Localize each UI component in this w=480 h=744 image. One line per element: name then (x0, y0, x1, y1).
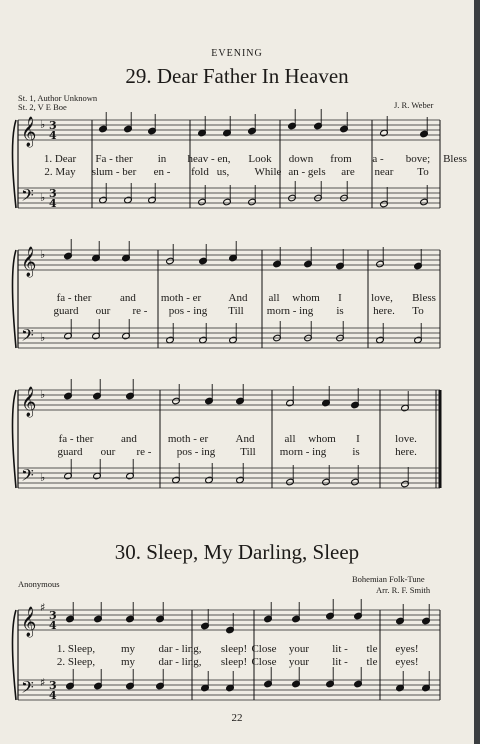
lyric-syllable: is (352, 446, 360, 458)
treble-clef: 𝄞 (21, 117, 37, 147)
lyric-syllable: 1. Dear (43, 153, 77, 165)
lyric-syllable: here. (395, 446, 417, 458)
lyric-syllable: our (95, 305, 111, 317)
lyric-syllable: an - gels (288, 166, 326, 178)
lyric-syllable: Bless (412, 292, 436, 304)
hymn-30-title: 30. Sleep, My Darling, Sleep (114, 540, 360, 564)
lyric-syllable: is (336, 305, 344, 317)
lyric-syllable: I (356, 433, 360, 445)
key-signature-sharp: ♯ (40, 601, 46, 614)
key-signature-flat: ♭ (40, 471, 46, 484)
system-brace (13, 120, 17, 208)
hymn-29-title: 29. Dear Father In Heaven (125, 64, 349, 88)
lyric-syllable: and (121, 433, 137, 445)
lyric-syllable: Look (248, 153, 272, 165)
lyric-syllable: lit - (332, 656, 348, 668)
hymn-29-system-1-music (0, 110, 474, 220)
lyric-syllable: love. (395, 433, 417, 445)
lyric-syllable: my (120, 656, 136, 668)
bass-clef: 𝄢 (21, 325, 34, 349)
lyric-syllable: 2. May (44, 166, 76, 178)
time-signature: 3 (49, 119, 57, 132)
lyric-syllable: And (228, 292, 248, 304)
time-signature: 4 (49, 129, 57, 142)
lyric-syllable: moth - er (160, 292, 202, 304)
lyric-syllable: all (284, 433, 296, 445)
lyric-syllable: dar - ling, (158, 643, 202, 655)
key-signature-flat: ♭ (40, 248, 46, 261)
page-number: 22 (231, 712, 243, 724)
lyric-syllable: I (338, 292, 342, 304)
lyric-syllable: Till (228, 305, 244, 317)
hymn-29-composer-credit: J. R. Weber (394, 100, 434, 110)
lyric-syllable: sleep! (220, 643, 248, 655)
time-signature: 4 (49, 689, 57, 702)
lyric-syllable: in (157, 153, 167, 165)
lyric-syllable: heav - en, (187, 153, 231, 165)
lyric-syllable: your (288, 656, 310, 668)
lyric-syllable: fa - ther (58, 433, 94, 445)
lyric-syllable: sleep! (220, 656, 248, 668)
lyric-syllable: To (417, 166, 429, 178)
lyric-syllable: all (268, 292, 280, 304)
lyric-syllable: bove; (405, 153, 431, 165)
lyric-syllable: morn - ing (279, 446, 327, 458)
lyric-syllable: re - (136, 446, 152, 458)
lyric-syllable: us, (216, 166, 230, 178)
lyric-syllable: re - (132, 305, 148, 317)
lyric-syllable: my (120, 643, 136, 655)
lyric-syllable: And (235, 433, 255, 445)
lyric-syllable: and (120, 292, 136, 304)
lyric-syllable: whom (292, 292, 320, 304)
lyric-syllable: en - (153, 166, 171, 178)
lyric-syllable: your (288, 643, 310, 655)
lyric-syllable: from (330, 153, 352, 165)
time-signature: 3 (49, 679, 57, 692)
treble-clef: 𝄞 (21, 607, 37, 637)
treble-clef: 𝄞 (21, 247, 37, 277)
lyric-syllable: guard (53, 305, 79, 317)
lyric-syllable: our (100, 446, 116, 458)
time-signature: 3 (49, 609, 57, 622)
lyric-syllable: whom (308, 433, 336, 445)
lyric-syllable: slum - ber (91, 166, 137, 178)
time-signature: 3 (49, 187, 57, 200)
system-brace (13, 610, 17, 700)
lyric-syllable: eyes! (395, 656, 419, 668)
lyric-syllable: To (412, 305, 424, 317)
lyric-syllable: here. (373, 305, 395, 317)
lyric-syllable: a - (372, 153, 384, 165)
lyric-syllable: Close (251, 643, 277, 655)
lyric-syllable: tle (366, 643, 378, 655)
bass-clef: 𝄢 (21, 465, 34, 489)
hymn-29-author-credit-1: St. 1, Author Unknown (18, 93, 98, 103)
time-signature: 4 (49, 197, 57, 210)
lyric-syllable: Bless (443, 153, 467, 165)
section-heading: EVENING (211, 48, 263, 59)
hymn-29-author-credit-2: St. 2, V E Boe (18, 102, 67, 112)
system-brace (13, 390, 17, 488)
lyric-syllable: fold (191, 166, 209, 178)
bass-clef: 𝄢 (21, 677, 34, 701)
hymn-30-arranger-credit: Arr. R. F. Smith (376, 585, 431, 595)
lyric-syllable: Till (240, 446, 256, 458)
key-signature-flat: ♭ (40, 118, 46, 131)
lyric-syllable: Close (251, 656, 277, 668)
lyric-syllable: morn - ing (266, 305, 314, 317)
system-brace (13, 250, 17, 348)
hymn-30-author-credit: Anonymous (18, 579, 60, 589)
treble-clef: 𝄞 (21, 387, 37, 417)
key-signature-sharp: ♯ (40, 676, 46, 689)
lyric-syllable: love, (371, 292, 393, 304)
lyric-syllable: dar - ling, (158, 656, 202, 668)
lyric-syllable: lit - (332, 643, 348, 655)
lyric-syllable: pos - ing (168, 305, 208, 317)
lyric-syllable: fa - ther (56, 292, 92, 304)
lyric-syllable: 1. Sleep, (56, 643, 96, 655)
lyric-syllable: tle (366, 656, 378, 668)
time-signature: 4 (49, 619, 57, 632)
lyric-syllable: eyes! (395, 643, 419, 655)
lyric-syllable: down (288, 153, 314, 165)
key-signature-flat: ♭ (40, 191, 46, 204)
hymn-30-composer-credit: Bohemian Folk-Tune (352, 574, 425, 584)
lyric-syllable: pos - ing (176, 446, 216, 458)
lyric-syllable: moth - er (167, 433, 209, 445)
bass-clef: 𝄢 (21, 185, 34, 209)
key-signature-flat: ♭ (40, 388, 46, 401)
lyric-syllable: near (374, 166, 394, 178)
lyric-syllable: 2. Sleep, (56, 656, 96, 668)
lyric-syllable: While (254, 166, 282, 178)
lyric-syllable: guard (57, 446, 83, 458)
lyric-syllable: Fa - ther (95, 153, 133, 165)
lyric-syllable: are (341, 166, 355, 178)
key-signature-flat: ♭ (40, 331, 46, 344)
